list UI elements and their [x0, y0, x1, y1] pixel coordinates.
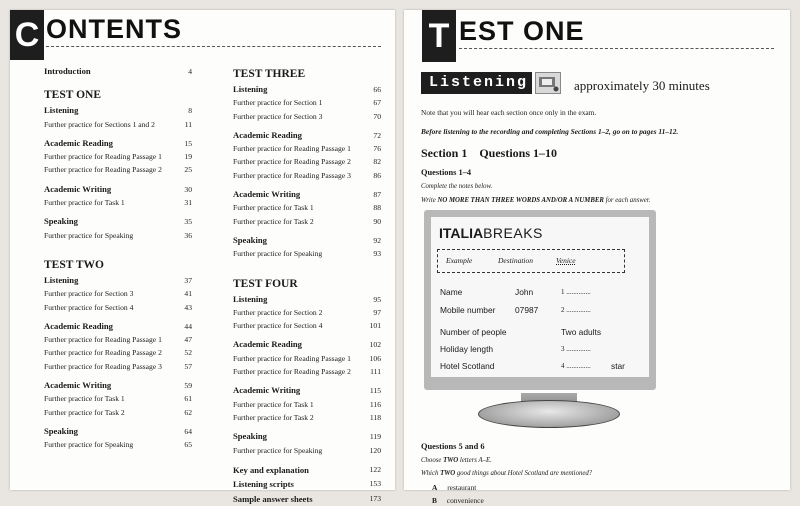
brand-logo-bold: ITALIA	[439, 225, 484, 241]
toc-test-heading[interactable]: TEST ONE	[44, 89, 101, 102]
toc-section-label: Speaking	[44, 425, 78, 436]
toc-section[interactable]	[44, 274, 192, 287]
toc-section-label: Listening	[233, 84, 268, 94]
toc-section-page: 64	[184, 426, 192, 436]
questions-5-6-instruction-2	[421, 470, 592, 477]
instruction-text: Choose	[421, 457, 444, 464]
exam-note: Note that you will hear each section once only in the exam.	[421, 108, 597, 117]
toc-section-label: Listening	[44, 274, 79, 285]
toc-item-page: 116	[369, 399, 381, 409]
toc-section[interactable]	[233, 384, 381, 397]
toc-item-label: Further practice for Reading Passage 1	[44, 335, 162, 345]
toc-item-page: 57	[184, 361, 192, 371]
toc-tail-entry-label: Listening scripts	[233, 479, 294, 490]
brand-logo	[439, 225, 543, 241]
monitor-stand-base	[478, 400, 620, 428]
toc-item-page: 31	[184, 198, 192, 208]
toc-item[interactable]	[44, 163, 192, 176]
toc-section-label: Academic Writing	[233, 189, 301, 200]
toc-intro[interactable]	[44, 65, 192, 78]
mobile-label: Mobile number	[440, 305, 496, 315]
toc-item[interactable]	[44, 392, 192, 405]
toc-item-label: Further practice for Speaking	[233, 249, 323, 259]
toc-section[interactable]	[233, 338, 381, 351]
toc-item-label: Further practice for Reading Passage 3	[44, 361, 162, 371]
toc-section[interactable]	[233, 430, 381, 443]
answer-blank-1[interactable]: 1 ..............	[561, 288, 591, 296]
toc-item[interactable]	[233, 444, 381, 457]
toc-item[interactable]	[44, 150, 192, 163]
toc-section-label: Speaking	[233, 431, 267, 442]
toc-item-page: 62	[184, 407, 192, 417]
test-heading-initial: T	[428, 17, 450, 55]
toc-test-heading[interactable]: TEST THREE	[233, 68, 306, 80]
instruction-text: good things about Hotel Scotland are mentioned?	[455, 470, 593, 477]
toc-item-label: Further practice for Task 1	[233, 203, 314, 213]
toc-item-label: Further practice for Reading Passage 1	[233, 353, 351, 363]
toc-section-page: 37	[184, 275, 192, 285]
toc-item[interactable]	[233, 142, 381, 155]
toc-item-page: 111	[370, 367, 381, 377]
toc-item[interactable]	[44, 333, 192, 346]
headphones-icon	[535, 72, 561, 94]
toc-item-label: Further practice for Task 1	[44, 198, 125, 208]
toc-item[interactable]	[233, 319, 381, 332]
toc-item[interactable]	[44, 406, 192, 419]
option-b[interactable]	[432, 496, 484, 505]
contents-column-2	[233, 65, 381, 506]
toc-item[interactable]	[233, 398, 381, 411]
toc-item[interactable]	[44, 438, 192, 451]
contents-initial-block	[10, 10, 44, 60]
test-heading-divider	[459, 48, 774, 49]
toc-item-page: 25	[184, 165, 192, 175]
toc-item[interactable]	[233, 247, 381, 260]
toc-item[interactable]	[44, 229, 192, 242]
toc-item[interactable]	[233, 306, 381, 319]
instruction-text: letters A–E.	[458, 457, 492, 464]
answer-blank-4[interactable]: 4 ..............	[561, 362, 591, 370]
toc-item[interactable]	[233, 201, 381, 214]
toc-item-label: Further practice for Reading Passage 2	[233, 157, 351, 167]
toc-section-label: Academic Writing	[44, 380, 112, 391]
toc-section-label: Academic Reading	[44, 320, 113, 331]
people-value: Two adults	[561, 327, 602, 337]
toc-item-label: Further practice for Task 1	[44, 394, 125, 404]
toc-section-label: Listening	[233, 293, 268, 304]
instruction-text: for each answer.	[603, 197, 651, 204]
toc-item[interactable]	[233, 169, 381, 182]
toc-section-page: 95	[373, 294, 381, 304]
instruction-emphasis: TWO	[443, 457, 459, 464]
toc-section-page: 30	[184, 184, 192, 194]
toc-item-page: 41	[184, 289, 192, 299]
toc-item-page: 118	[369, 412, 381, 422]
questions-1-4-instruction-2	[421, 197, 650, 204]
toc-item-page: 90	[373, 216, 381, 226]
toc-item[interactable]	[44, 346, 192, 359]
monitor-illustration	[424, 210, 656, 390]
toc-section-page: 44	[184, 321, 192, 331]
toc-item-label: Further practice for Speaking	[44, 440, 134, 450]
toc-item-page: 47	[184, 335, 192, 345]
toc-item[interactable]	[44, 118, 192, 131]
toc-intro-page: 4	[188, 67, 192, 76]
toc-item[interactable]	[233, 352, 381, 365]
example-field: Destination	[498, 256, 533, 265]
star-suffix: star	[611, 361, 625, 371]
toc-item-label: Further practice for Reading Passage 1	[233, 144, 351, 154]
answer-blank-2[interactable]: 2 ..............	[561, 306, 591, 314]
test-initial-block	[422, 10, 456, 62]
toc-section-page: 59	[184, 381, 192, 391]
toc-section-page: 66	[373, 85, 381, 94]
toc-item-label: Further practice for Task 2	[44, 407, 125, 417]
toc-item-page: 67	[373, 98, 381, 108]
contents-heading-initial: C	[14, 16, 40, 54]
toc-item[interactable]	[44, 287, 192, 300]
toc-section-label: Academic Reading	[233, 129, 302, 140]
name-value: John	[515, 287, 534, 297]
toc-item-page: 52	[184, 348, 192, 358]
contents-page	[10, 10, 395, 504]
people-label: Number of people	[440, 327, 507, 337]
toc-item-page: 76	[373, 144, 381, 154]
questions-1-4-instruction-1: Complete the notes below.	[421, 183, 493, 190]
toc-section-label: Academic Writing	[44, 183, 112, 194]
toc-section-page: 119	[369, 432, 381, 442]
toc-item[interactable]	[233, 365, 381, 378]
instruction-emphasis: TWO	[440, 470, 456, 477]
toc-section[interactable]	[233, 129, 381, 142]
test-heading: EST ONE	[459, 16, 585, 46]
instruction-text: Write	[421, 197, 438, 204]
toc-item-label: Further practice for Section 3	[233, 111, 323, 121]
exam-instruction: Before listening to the recording and completing Sections 1–2, go on to pages 11–12.	[421, 127, 679, 136]
toc-section-page: 72	[373, 130, 381, 140]
toc-item[interactable]	[233, 155, 381, 168]
toc-item-page: 101	[369, 321, 381, 331]
toc-tail-entry[interactable]	[233, 477, 381, 492]
toc-item-label: Further practice for Task 2	[233, 216, 314, 226]
toc-item-page: 11	[184, 119, 192, 129]
toc-item-page: 120	[369, 445, 381, 455]
answer-blank-3[interactable]: 3 ..............	[561, 345, 591, 353]
section-1-heading: Section 1 Questions 1–10	[421, 146, 558, 160]
toc-item-label: Further practice for Sections 1 and 2	[44, 119, 155, 129]
toc-item-page: 88	[373, 203, 381, 213]
holiday-length-label: Holiday length	[440, 344, 494, 354]
toc-test-heading[interactable]: TEST FOUR	[233, 277, 298, 290]
toc-item[interactable]	[233, 215, 381, 228]
toc-item-label: Further practice for Reading Passage 2	[233, 367, 351, 377]
listening-label: Listening	[421, 72, 532, 94]
toc-item-page: 86	[373, 170, 381, 180]
toc-item-page: 36	[184, 230, 192, 240]
instruction-text: Which	[421, 470, 441, 477]
test-one-page	[404, 10, 790, 505]
toc-section-label: Academic Reading	[44, 137, 113, 148]
toc-section-label: Academic Writing	[233, 385, 301, 396]
toc-item-page: 19	[184, 152, 192, 162]
toc-item-page: 93	[373, 249, 381, 259]
toc-tail-entry-label: Sample answer sheets	[233, 493, 313, 504]
toc-tail-entry-page: 122	[369, 464, 381, 474]
toc-item[interactable]	[44, 196, 192, 209]
toc-section-page: 92	[373, 235, 381, 245]
brand-logo-light: BREAKS	[483, 225, 543, 241]
contents-column-1	[44, 65, 192, 458]
toc-item[interactable]	[44, 360, 192, 373]
toc-section-label: Academic Reading	[233, 339, 302, 350]
example-value: Venice	[556, 256, 576, 265]
heading-divider	[46, 46, 381, 47]
toc-section-label: Speaking	[44, 216, 78, 227]
name-label: Name	[440, 287, 463, 297]
option-a[interactable]	[432, 483, 476, 492]
toc-gap	[233, 261, 381, 267]
toc-tail-entry-page: 173	[369, 493, 381, 503]
toc-gap	[44, 452, 192, 458]
toc-item-page: 97	[373, 307, 381, 317]
toc-tail-entry[interactable]	[233, 492, 381, 506]
toc-item-page: 106	[369, 353, 381, 363]
toc-item-label: Further practice for Section 4	[44, 302, 134, 312]
toc-item-page: 65	[184, 440, 192, 450]
toc-section-label: Listening	[44, 105, 79, 116]
toc-section[interactable]	[44, 137, 192, 150]
toc-item-label: Further practice for Section 3	[44, 289, 134, 299]
toc-section[interactable]	[233, 234, 381, 247]
toc-section[interactable]	[44, 215, 192, 228]
booking-form	[431, 217, 649, 377]
toc-section-page: 87	[373, 190, 381, 200]
toc-tail-entry[interactable]	[233, 463, 381, 478]
toc-section-page: 15	[184, 138, 192, 148]
questions-5-6-instruction-1	[421, 457, 492, 464]
listening-duration: approximately 30 minutes	[574, 78, 710, 93]
toc-item-label: Further practice for Reading Passage 2	[44, 348, 162, 358]
toc-section[interactable]	[233, 188, 381, 201]
option-letter: B	[432, 496, 437, 505]
example-label: Example	[446, 256, 473, 265]
toc-item-label: Further practice for Task 1	[233, 399, 314, 409]
questions-1-4-heading: Questions 1–4	[421, 168, 472, 177]
toc-section-label: Speaking	[233, 234, 267, 245]
contents-heading: ONTENTS	[46, 14, 183, 44]
toc-item-page: 43	[184, 302, 192, 312]
toc-section[interactable]	[233, 83, 381, 96]
toc-item-label: Further practice for Reading Passage 1	[44, 152, 162, 162]
toc-section[interactable]	[44, 379, 192, 392]
toc-item[interactable]	[233, 411, 381, 424]
toc-item[interactable]	[233, 96, 381, 109]
toc-item[interactable]	[233, 110, 381, 123]
toc-tail-entry-page: 153	[369, 479, 381, 489]
toc-item-page: 82	[373, 157, 381, 167]
toc-item[interactable]	[44, 301, 192, 314]
toc-intro-label: Introduction	[44, 66, 91, 76]
option-text: convenience	[446, 496, 484, 505]
instruction-emphasis: NO MORE THAN THREE WORDS AND/OR A NUMBER	[437, 197, 604, 204]
mobile-value: 07987	[515, 305, 539, 315]
toc-section-page: 115	[369, 386, 381, 396]
example-row	[437, 249, 625, 273]
toc-item-label: Further practice for Section 4	[233, 321, 323, 331]
toc-section-page: 35	[184, 217, 192, 227]
toc-section[interactable]	[233, 293, 381, 306]
toc-item-label: Further practice for Speaking	[233, 445, 323, 455]
toc-item-label: Further practice for Task 2	[233, 412, 314, 422]
toc-tail-entry-label: Key and explanation	[233, 464, 309, 475]
toc-item-page: 61	[184, 394, 192, 404]
toc-gap	[44, 242, 192, 248]
toc-section[interactable]	[44, 425, 192, 438]
toc-section[interactable]	[44, 320, 192, 333]
toc-test-heading[interactable]: TEST TWO	[44, 258, 104, 271]
option-text: restaurant	[447, 483, 477, 492]
toc-item-label: Further practice for Reading Passage 2	[44, 165, 162, 175]
hotel-label: Hotel Scotland	[440, 361, 495, 371]
toc-item-label: Further practice for Section 2	[233, 307, 323, 317]
toc-item-label: Further practice for Reading Passage 3	[233, 170, 351, 180]
toc-section[interactable]	[44, 104, 192, 117]
toc-section-page: 102	[369, 340, 381, 350]
toc-item-page: 70	[373, 111, 381, 121]
option-letter: A	[432, 483, 438, 492]
toc-item-label: Further practice for Speaking	[44, 230, 134, 240]
toc-section[interactable]	[44, 183, 192, 196]
toc-section-page: 8	[188, 106, 192, 116]
questions-5-6-heading: Questions 5 and 6	[421, 442, 485, 451]
toc-item-label: Further practice for Section 1	[233, 98, 323, 108]
